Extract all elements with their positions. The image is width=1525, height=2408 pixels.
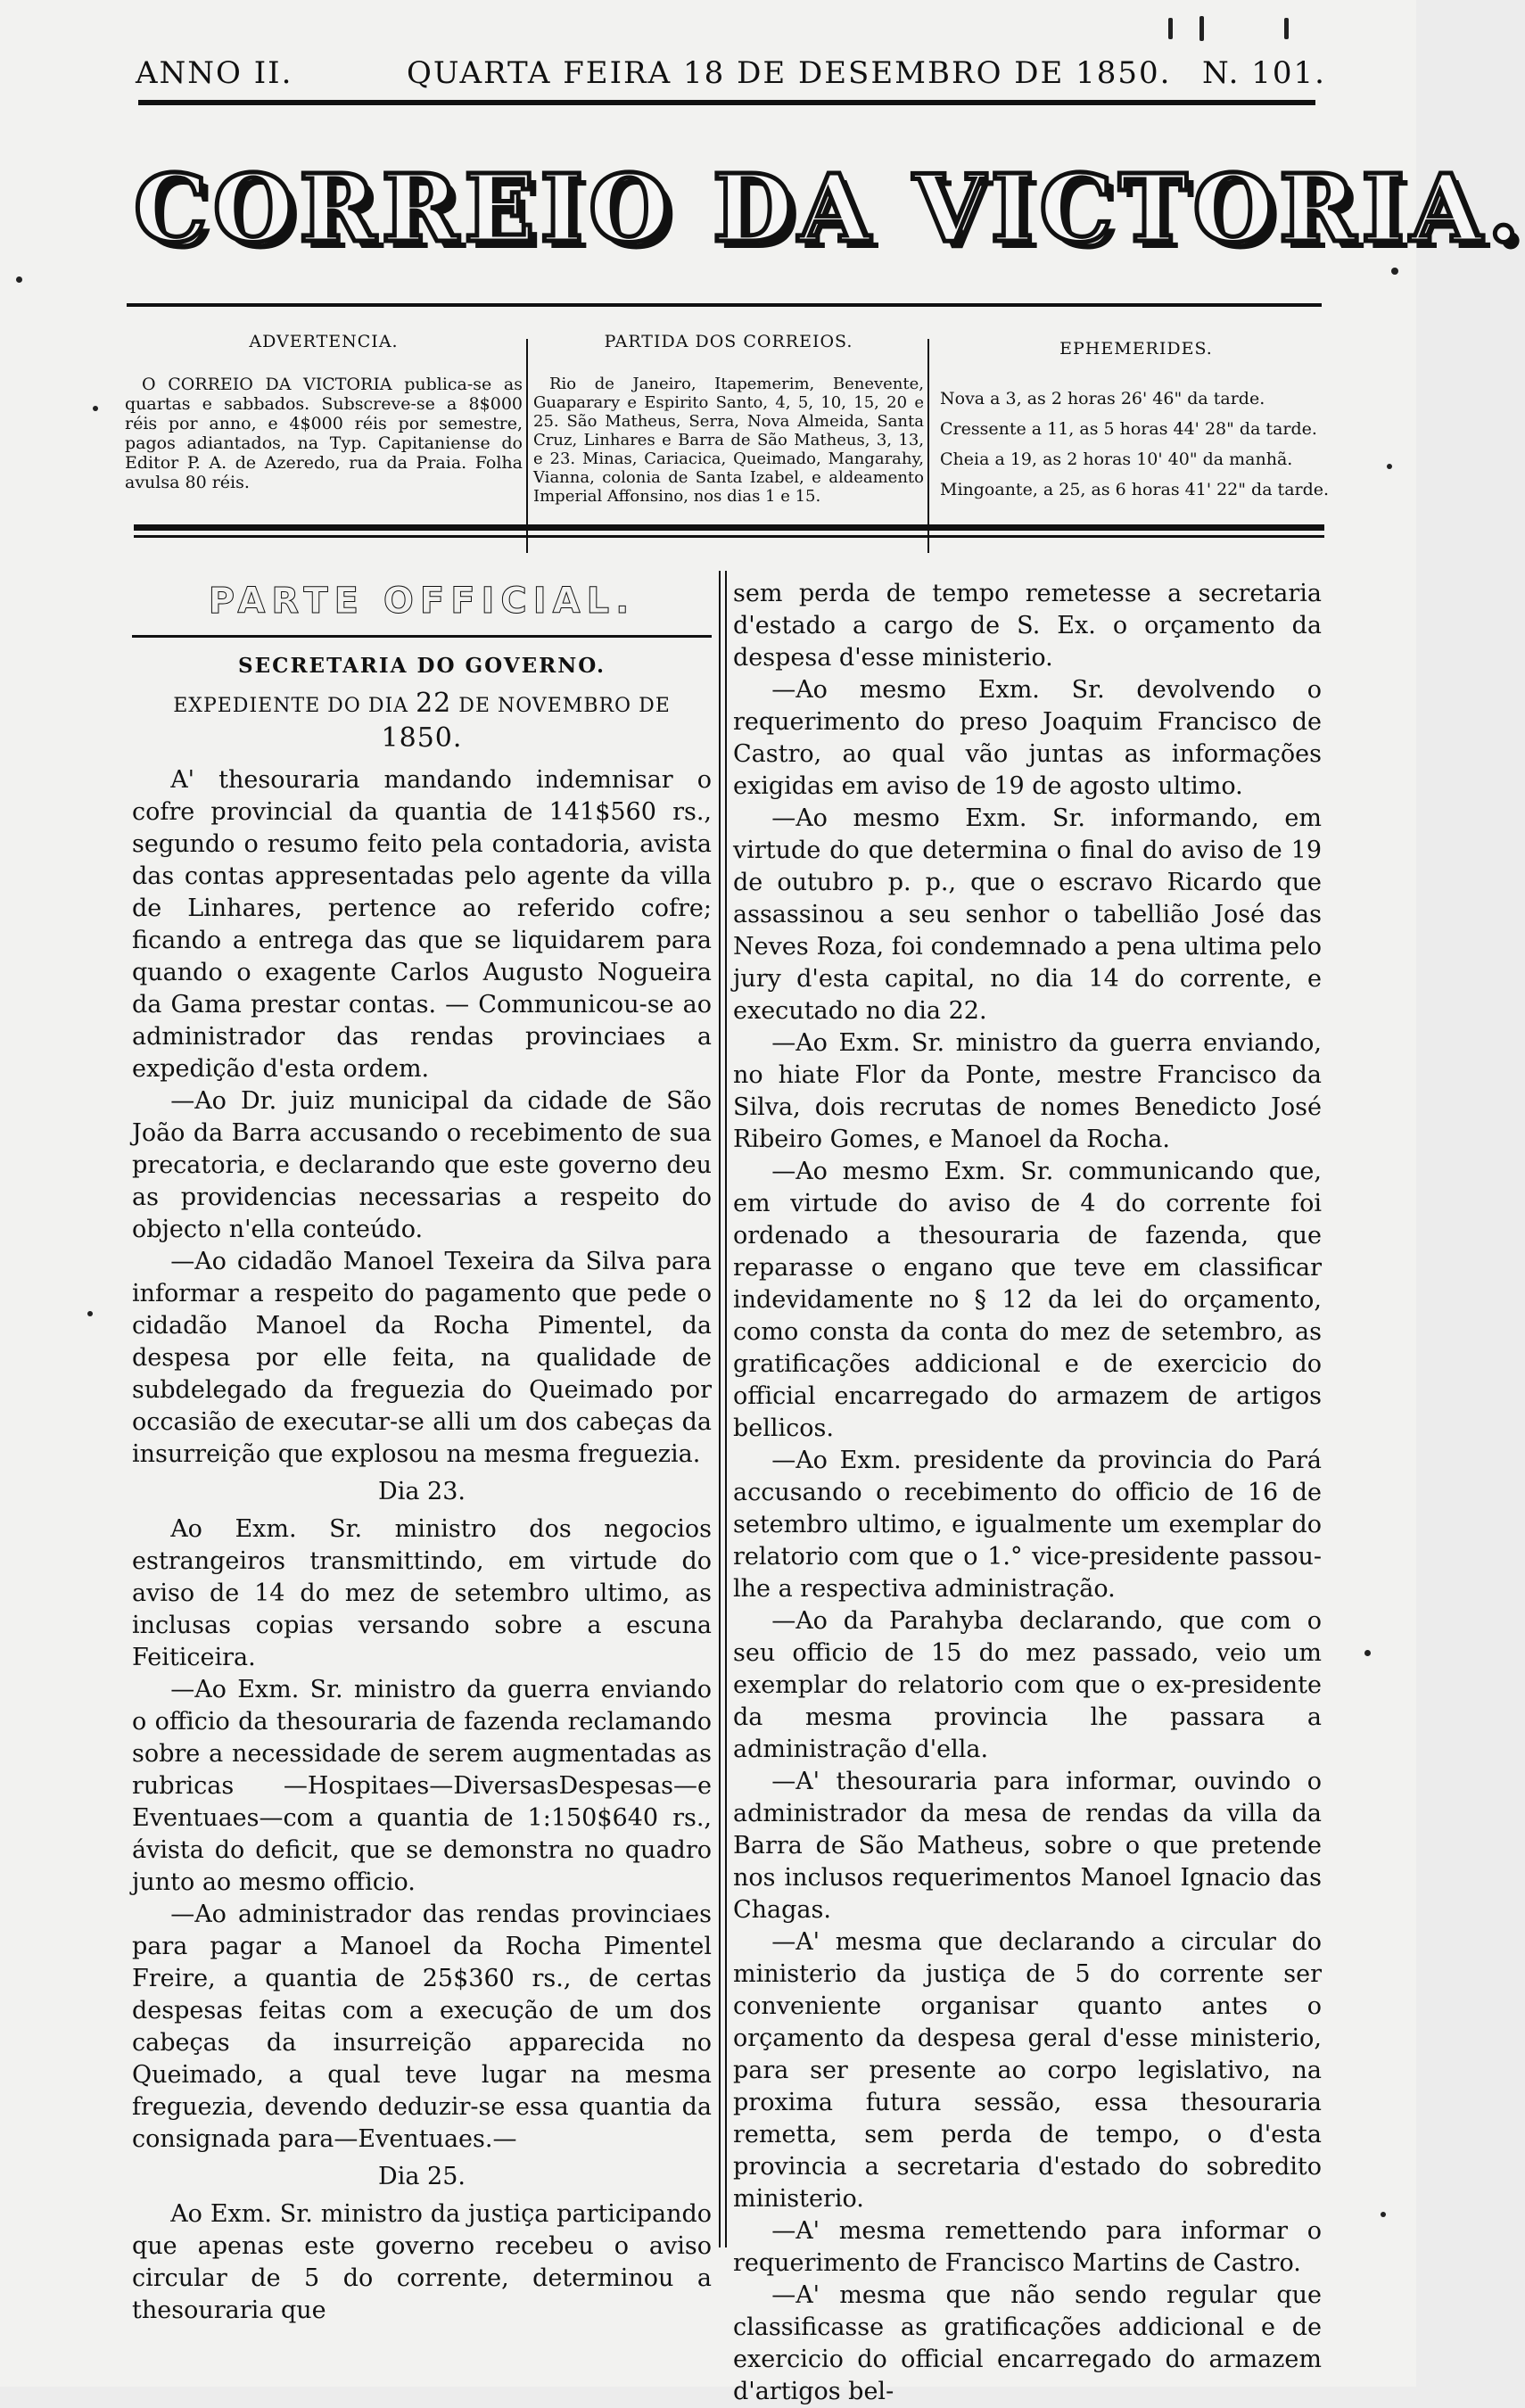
left-paragraph: —Ao Dr. juiz municipal da cidade de São João da Barra accusando o recebimento de sua precatoria, e declarando que este governo deu as providencias necessarias a respeito do objecto n'ella conteúdo. xyxy=(132,1087,712,1243)
left-paragraph: Ao Exm. Sr. ministro da justiça participando que apenas este governo recebeu o aviso circular de 5 do corrente, determinou a thesouraria que xyxy=(132,2200,712,2324)
right-paragraph: —Ao mesmo Exm. Sr. informando, em virtude do que determina o final do aviso de 19 de outubro p. p., que o escravo Ricardo que assassinou a seu senhor o tabellião José das Neves Roza, foi condemnado a pena ultima pelo jury d'esta capital, no dia 14 do corrente, e executado no dia 22. xyxy=(733,804,1322,1025)
advertencia-text: O CORREIO DA VICTORIA publica-se as quartas e sabbados. Subscreve-se a 8$000 réis por anno, e 4$000 réis por semestre, pagos adiantados, na Typ. Capitaniense do Editor P. A. de Azeredo, rua da Praia. Folha avulsa 80 réis. xyxy=(125,375,523,492)
right-paragraph: —Ao da Parahyba declarando, que com o seu officio de 15 do mez passado, veio um exemplar do relatorio com que o ex-presidente da mesma provincia lhe passara a administração d'ella. xyxy=(733,1607,1322,1763)
right-paragraph: —A' mesma remettendo para informar o requerimento de Francisco Martins de Castro. xyxy=(733,2217,1322,2277)
scan-speck xyxy=(1381,2212,1386,2217)
right-column xyxy=(733,578,1322,2408)
right-paragraph: —A' mesma que não sendo regular que classificasse as gratificações addicional e de exercicio do official encarregado do armazem d'artigos bel- xyxy=(733,2281,1322,2405)
left-paragraph: A' thesouraria mandando indemnisar o cofre provincial da quantia de 141$560 rs., segundo o resumo feito pela contadoria, avista das contas appresentadas pelo agente da villa de Linhares, pertence ao referido cofre; ficando a entrega das que se liquidarem para quando o exagente Carlos Augusto Nogueira da Gama prestar contas. — Communicou-se ao administrador das rendas provinciaes a expedição d'esta ordem. xyxy=(132,766,712,1083)
ephemerides-box xyxy=(940,339,1332,505)
left-paragraph: —Ao Exm. Sr. ministro da guerra enviando o officio da thesouraria de fazenda reclamando sobre a necessidade de serem augmentadas as rubricas —Hospitaes—DiversasDespesas—e Eventuaes—com a quantia de 1:150$640 rs., ávista do deficit, que se demonstra no quadro junto ao mesmo officio. xyxy=(132,1676,712,1896)
boxes-bottom-rule xyxy=(134,524,1324,531)
right-paragraph: —A' thesouraria para informar, ouvindo o administrador da mesa de rendas da villa da Barra de São Matheus, sobre o que pretende nos inclusos requerimentos Manoel Ignacio das Chagas. xyxy=(733,1768,1322,1924)
box-divider-1 xyxy=(526,339,528,553)
advertencia-box xyxy=(125,332,523,492)
scan-speck xyxy=(1199,16,1204,41)
day-heading: Dia 23. xyxy=(378,1478,466,1505)
expediente-line xyxy=(132,688,712,757)
left-paragraph: —Ao administrador das rendas provinciaes para pagar a Manoel da Rocha Pimentel Freire, a quantia de 25$360 rs., de certas despesas feitas com a execução de um dos cabeças da insurreição apparecida no Queimado, a qual teve lugar na mesma freguezia, devendo deduzir-se essa quantia da consignada para—Eventuaes.— xyxy=(132,1901,712,2153)
scan-speck xyxy=(16,276,22,283)
boxes-bottom-rule-thin xyxy=(134,535,1324,538)
right-paragraph: —Ao mesmo Exm. Sr. communicando que, em virtude do aviso de 4 do corrente foi ordenado a thesouraria de fazenda, que reparasse o engano que teve em classificar indevidamente no § 12 da lei do orçamento, como consta da conta do mez de setembro, as gratificações addicional e de exercicio do official encarregado do armazem de artigos bellicos. xyxy=(733,1158,1322,1442)
left-paragraph: —Ao cidadão Manoel Texeira da Silva para informar a respeito do pagamento que pede o cidadão Manoel da Rocha Pimentel, da despesa por elle feita, na qualidade de subdelegado da freguezia do Queimado por occasião de executar-se alli um dos cabeças da insurreição que explosou na mesma freguezia. xyxy=(132,1248,712,1468)
right-paragraph: —Ao Exm. presidente da provincia do Pará accusando o recebimento do officio de 16 de setembro ultimo, e igualmente um exemplar do relatorio com que o 1.° vice-presidente passou-lhe a respectiva administração. xyxy=(733,1447,1322,1603)
scan-speck xyxy=(87,1311,93,1316)
masthead-rule xyxy=(127,303,1322,307)
left-paragraph: Ao Exm. Sr. ministro dos negocios estrangeiros transmittindo, em virtude do aviso de 14 do mez de setembro ultimo, as inclusas copias versando sobre a escuna Feiticeira. xyxy=(132,1515,712,1671)
scan-speck xyxy=(93,406,98,411)
expediente-year: 1850. xyxy=(381,722,463,754)
ephemerides-line: Cressente a 11, as 5 horas 44' 28" da tarde. xyxy=(940,419,1317,439)
right-paragraph: sem perda de tempo remetesse a secretaria d'estado a cargo de S. Ex. o orçamento da despesa d'esse ministerio. xyxy=(733,580,1322,672)
ephemerides-line: Cheia a 19, as 2 horas 10' 40" da manhã. xyxy=(940,449,1293,469)
scan-speck xyxy=(1387,464,1392,469)
section-subtitle: SECRETARIA DO GOVERNO. xyxy=(238,654,606,678)
partida-text: Rio de Janeiro, Itapemerim, Benevente, Guaparary e Espirito Santo, 4, 5, 10, 15, 20 e 25. São Matheus, Serra, Nova Almeida, Santa Cruz, Linhares e Barra de São Matheus, 3, 13, e 23. Minas, Cariacica, Queimado, Mangarahy, Vianna, colonia de Santa Izabel, e aldeamento Imperial Affonsino, nos dias 1 e 15. xyxy=(533,375,924,506)
ephemerides-title: EPHEMERIDES. xyxy=(1059,339,1213,359)
partida-title: PARTIDA DOS CORREIOS. xyxy=(604,332,853,351)
header-rule xyxy=(138,100,1315,105)
partida-box xyxy=(533,332,924,506)
ephemerides-line: Nova a 3, as 2 horas 26' 46" da tarde. xyxy=(940,389,1265,408)
right-paragraph: —Ao mesmo Exm. Sr. devolvendo o requerimento do preso Joaquim Francisco de Castro, ao qual vão juntas as informações exigidas em aviso de 19 de agosto ultimo. xyxy=(733,676,1322,800)
left-column xyxy=(132,580,712,2327)
section-title: PARTE OFFICIAL. xyxy=(208,581,636,622)
right-paragraph: —A' mesma que declarando a circular do ministerio da justiça de 5 do corrente ser conveniente organisar quanto antes o orçamento da despesa geral d'esse ministerio, para ser presente ao corpo legislativo, na proxima futura sessão, essa thesouraria remetta, sem perda de tempo, o d'esta provincia a secretaria d'estado do sobredito ministerio. xyxy=(733,1928,1322,2213)
right-paragraph: —Ao Exm. Sr. ministro da guerra enviando, no hiate Flor da Ponte, mestre Francisco da Silva, dois recrutas de nomes Benedicto José Ribeiro Gomes, e Manoel da Rocha. xyxy=(733,1029,1322,1153)
masthead-title: CORREIO DA VICTORIA. xyxy=(134,153,1525,263)
advertencia-title: ADVERTENCIA. xyxy=(249,332,399,351)
scan-speck xyxy=(1168,18,1173,39)
day-heading: Dia 25. xyxy=(378,2163,466,2190)
column-divider xyxy=(719,571,721,2247)
column-divider-2 xyxy=(725,571,727,2247)
issue-date: QUARTA FEIRA 18 DE DESEMBRO DE 1850. xyxy=(407,55,1172,91)
ephemerides-line: Mingoante, a 25, as 6 horas 41' 22" da tarde. xyxy=(940,480,1330,499)
issue-year: ANNO II. xyxy=(136,55,293,91)
scan-speck xyxy=(1364,1650,1371,1656)
section-rule xyxy=(132,635,712,638)
box-divider-2 xyxy=(927,339,929,553)
scan-speck xyxy=(1284,18,1289,39)
expediente-mid: DE NOVEMBRO DE xyxy=(458,695,671,717)
issue-number: N. 101. xyxy=(1202,55,1326,91)
expediente-label: EXPEDIENTE DO DIA xyxy=(173,695,409,717)
expediente-day: 22 xyxy=(416,688,452,719)
scan-speck xyxy=(1391,268,1398,275)
